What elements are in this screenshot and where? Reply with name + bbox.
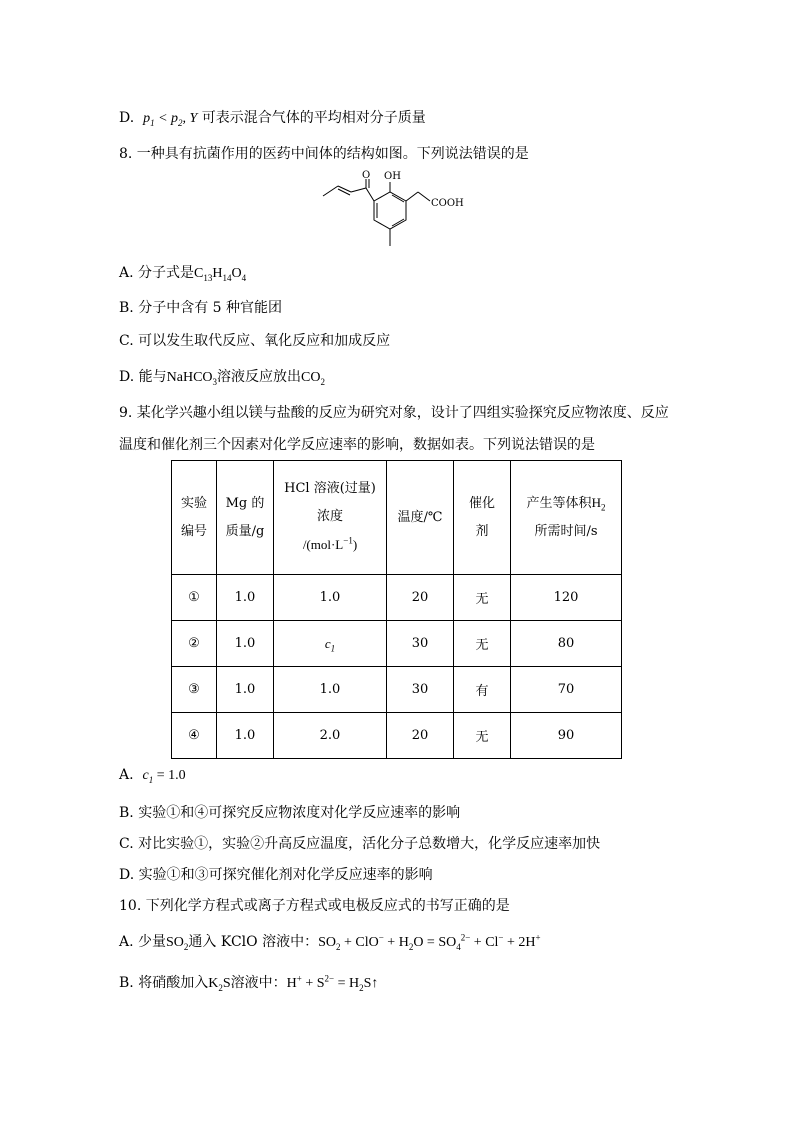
header-time: 产生等体积$H_2$ 所需时间/s	[511, 461, 622, 575]
co2-formula: $CO_2$	[301, 370, 325, 387]
q10-option-a-mid: 通入 KClO 溶液中：	[188, 934, 319, 950]
q8-option-d-mid: 溶液反应放出	[217, 369, 302, 385]
q10-option-b-mid: 溶液中：	[230, 975, 287, 991]
q10-option-b-prefix: B. 将硝酸加入	[119, 975, 209, 991]
carbonyl-oxygen-label: O	[362, 170, 371, 181]
q8-option-a	[119, 263, 246, 284]
molecule-structure	[318, 166, 478, 250]
table-row: ④ 1.0 2.0 20 无 90	[172, 713, 622, 759]
q10-option-a-equation: $SO_2 + ClO^- + H_2O = SO_4^{2-} + Cl^- + 2H^+$	[318, 932, 541, 952]
q8-option-d-text: D. 能与	[119, 369, 167, 385]
q9-option-a-label: A.	[119, 767, 134, 783]
header-experiment-no: 实验 编号	[172, 461, 217, 575]
q8-option-b: B. 分子中含有 5 种官能团	[119, 300, 282, 316]
q10-option-b-equation: $H^+ + S^{2-}$ = $H_2S↑$	[286, 973, 379, 993]
header-catalyst: 催化 剂	[454, 461, 511, 575]
table-header-row	[172, 461, 622, 575]
q10-option-a: A. 少量$SO_2$通入 KClO 溶液中：$SO_2 + ClO^- + H_2O = SO_4^{2-} + Cl^- + 2H^+$	[119, 932, 541, 952]
q10-option-a-prefix: A. 少量	[119, 934, 167, 950]
q8-stem: 8. 一种具有抗菌作用的医药中间体的结构如图。下列说法错误的是	[119, 146, 529, 162]
carboxyl-label: COOH	[431, 198, 464, 209]
q9-option-d: D. 实验①和③可探究催化剂对化学反应速率的影响	[119, 867, 433, 883]
q9-stem-line1: 9. 某化学兴趣小组以镁与盐酸的反应为研究对象，设计了四组实验探究反应物浓度、反应	[119, 405, 669, 421]
table-row: ③ 1.0 1.0 30 有 70	[172, 667, 622, 713]
q9-option-a: A. $c_1 = 1.0$	[119, 767, 186, 785]
q8-option-a-text: A. 分子式是	[119, 265, 195, 281]
q9-option-a-formula: $c_1$	[142, 768, 154, 785]
q9-stem-line2: 温度和催化剂三个因素对化学反应速率的影响，数据如表。下列说法错误的是	[119, 437, 595, 453]
q9-option-c: C. 对比实验①，实验②升高反应温度，活化分子总数增大，化学反应速率加快	[119, 836, 601, 852]
q7-option-d-label: D.	[119, 110, 135, 126]
table-row: ② 1.0 $c_1$ 30 无 80	[172, 621, 622, 667]
q8-option-d	[119, 367, 325, 388]
table-row: ① 1.0 1.0 20 无 120	[172, 575, 622, 621]
q10-stem: 10. 下列化学方程式或离子方程式或电极反应式的书写正确的是	[119, 898, 510, 914]
q7-option-d-text: 可表示混合气体的平均相对分子质量	[201, 110, 426, 126]
c1-cell: $c_1$	[274, 621, 387, 667]
q7-option-d	[119, 108, 426, 129]
header-temperature: 温度/℃	[387, 461, 454, 575]
experiment-table	[171, 460, 622, 759]
hydroxyl-label: OH	[384, 171, 401, 182]
q8-formula: $C_{13}H_{14}O_4$	[194, 266, 247, 283]
q9-option-b: B. 实验①和④可探究反应物浓度对化学反应速率的影响	[119, 805, 461, 821]
nahco3-formula: NaHCO$_3$	[166, 370, 218, 387]
header-mg-mass: Mg 的 质量/g	[217, 461, 274, 575]
q7-option-d-formula: $p_1 < p_2$, Y	[143, 111, 198, 128]
header-hcl-concentration: HCl 溶液(过量) 浓度 $/(mol\cdot L^{-1})$	[274, 461, 387, 575]
q10-option-b: B. 将硝酸加入$K_2S$溶液中：$H^+ + S^{2-}$ = $H_2S↑$	[119, 973, 379, 993]
q8-option-c: C. 可以发生取代反应、氧化反应和加成反应	[119, 333, 391, 349]
